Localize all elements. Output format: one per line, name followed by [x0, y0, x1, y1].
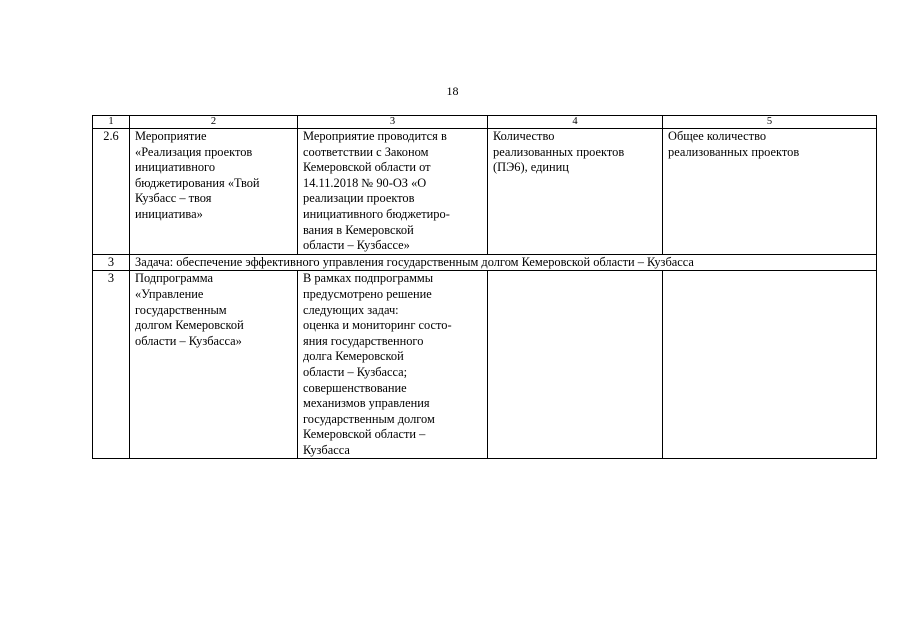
measure-name: Мероприятие «Реализация проектов инициативного бюджетирования «Твой Кузбасс – твоя инициатива»: [130, 129, 298, 255]
row-number: 2.6: [93, 129, 130, 255]
table-header-row: [93, 116, 877, 129]
column-header-5: 5: [663, 116, 877, 129]
column-header-2: 2: [130, 116, 298, 129]
row-number: 3: [93, 271, 130, 459]
table-row-measure-2-6: [93, 129, 877, 255]
page-number: 18: [446, 84, 459, 98]
row-number: 3: [93, 254, 130, 271]
measure-indicator: Количество реализованных проектов (ПЭ6), единиц: [488, 129, 663, 255]
table-row-subprogram-3: [93, 271, 877, 459]
subprogram-indicator: [488, 271, 663, 459]
program-table: [92, 115, 877, 459]
task-text: Задача: обеспечение эффективного управления государственным долгом Кемеровской области – Кузбасса: [130, 254, 877, 271]
subprogram-indicator-method: [663, 271, 877, 459]
column-header-1: 1: [93, 116, 130, 129]
table-row-task-3: [93, 254, 877, 271]
subprogram-name: Подпрограмма «Управление государственным долгом Кемеровской области – Кузбасса»: [130, 271, 298, 459]
subprogram-description: В рамках подпрограммы предусмотрено решение следующих задач: оценка и мониторинг состо- яния государственного долга Кемеровской области – Кузбасса; совершенствование механизмов управления государственным долгом Кемеровской области – Кузбасса: [298, 271, 488, 459]
measure-description: Мероприятие проводится в соответствии с Законом Кемеровской области от 14.11.2018 № 90-ОЗ «О реализации проектов инициативного бюджетиро- вания в Кемеровской области – Кузбассе»: [298, 129, 488, 255]
column-header-3: 3: [298, 116, 488, 129]
measure-indicator-method: Общее количество реализованных проектов: [663, 129, 877, 255]
column-header-4: 4: [488, 116, 663, 129]
